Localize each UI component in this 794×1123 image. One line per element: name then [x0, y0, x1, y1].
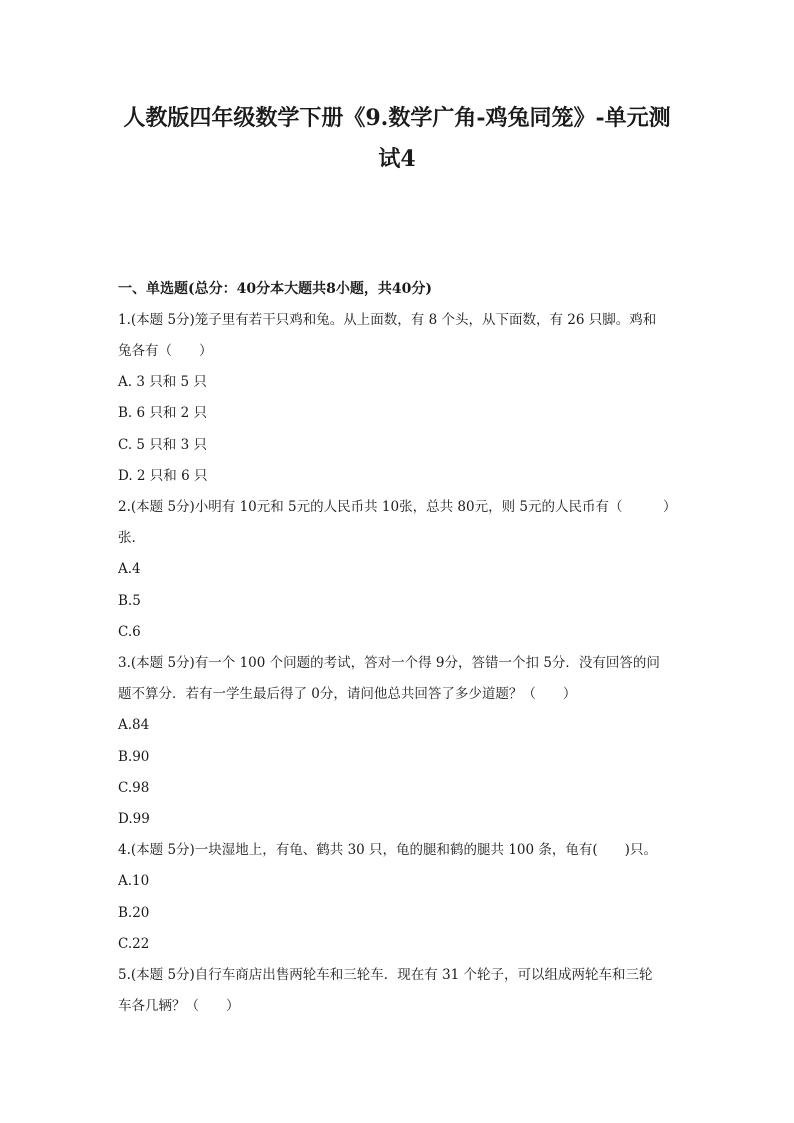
question-3-option-c: C.98 — [118, 780, 150, 796]
question-2-option-b: B.5 — [118, 593, 141, 609]
question-4-option-c: C.22 — [118, 936, 150, 952]
question-1-stem-line-1: 1.(本题 5分)笼子里有若干只鸡和兔。从上面数，有 8 个头，从下面数，有 26 只脚。鸡和 — [118, 312, 657, 328]
question-1-option-b: B. 6 只和 2 只 — [118, 405, 208, 421]
question-4-option-b: B.20 — [118, 905, 150, 921]
question-3-option-d: D.99 — [118, 811, 150, 827]
document-title-line-2: 试4 — [378, 146, 416, 172]
question-4-option-a: A.10 — [118, 873, 150, 889]
document-title-line-1: 人教版四年级数学下册《9.数学广角-鸡兔同笼》-单元测 — [123, 105, 671, 131]
question-2-option-a: A.4 — [118, 561, 141, 577]
question-5-stem-line-2: 车各几辆？（ ） — [118, 998, 240, 1014]
question-5-stem-line-1: 5.(本题 5分)自行车商店出售两轮车和三轮车．现在有 31 个轮子，可以组成两轮车和三轮 — [118, 967, 653, 983]
question-2-stem-line-1: 2.(本题 5分)小明有 10元和 5元的人民币共 10张，总共 80元，则 5元的人民币有（ ） — [118, 499, 677, 515]
question-1-option-d: D. 2 只和 6 只 — [118, 468, 208, 484]
question-3-stem-line-2: 题不算分．若有一学生最后得了 0分，请问他总共回答了多少道题？（ ） — [118, 686, 577, 702]
question-4-stem-line-1: 4.(本题 5分)一块湿地上，有龟、鹤共 30 只，龟的腿和鹤的腿共 100 条，龟有( )只。 — [118, 842, 657, 858]
section-heading: 一、单选题(总分：40分本大题共8小题，共40分) — [118, 281, 432, 297]
question-2-option-c: C.6 — [118, 624, 141, 640]
question-3-stem-line-1: 3.(本题 5分)有一个 100 个问题的考试，答对一个得 9分，答错一个扣 5分．没有回答的问 — [118, 655, 660, 671]
question-3-option-b: B.90 — [118, 749, 150, 765]
question-1-stem-line-2: 兔各有（ ） — [118, 343, 213, 359]
question-3-option-a: A.84 — [118, 717, 150, 733]
question-1-option-a: A. 3 只和 5 只 — [118, 374, 207, 390]
question-2-stem-line-2: 张. — [118, 530, 136, 546]
question-1-option-c: C. 5 只和 3 只 — [118, 437, 207, 453]
